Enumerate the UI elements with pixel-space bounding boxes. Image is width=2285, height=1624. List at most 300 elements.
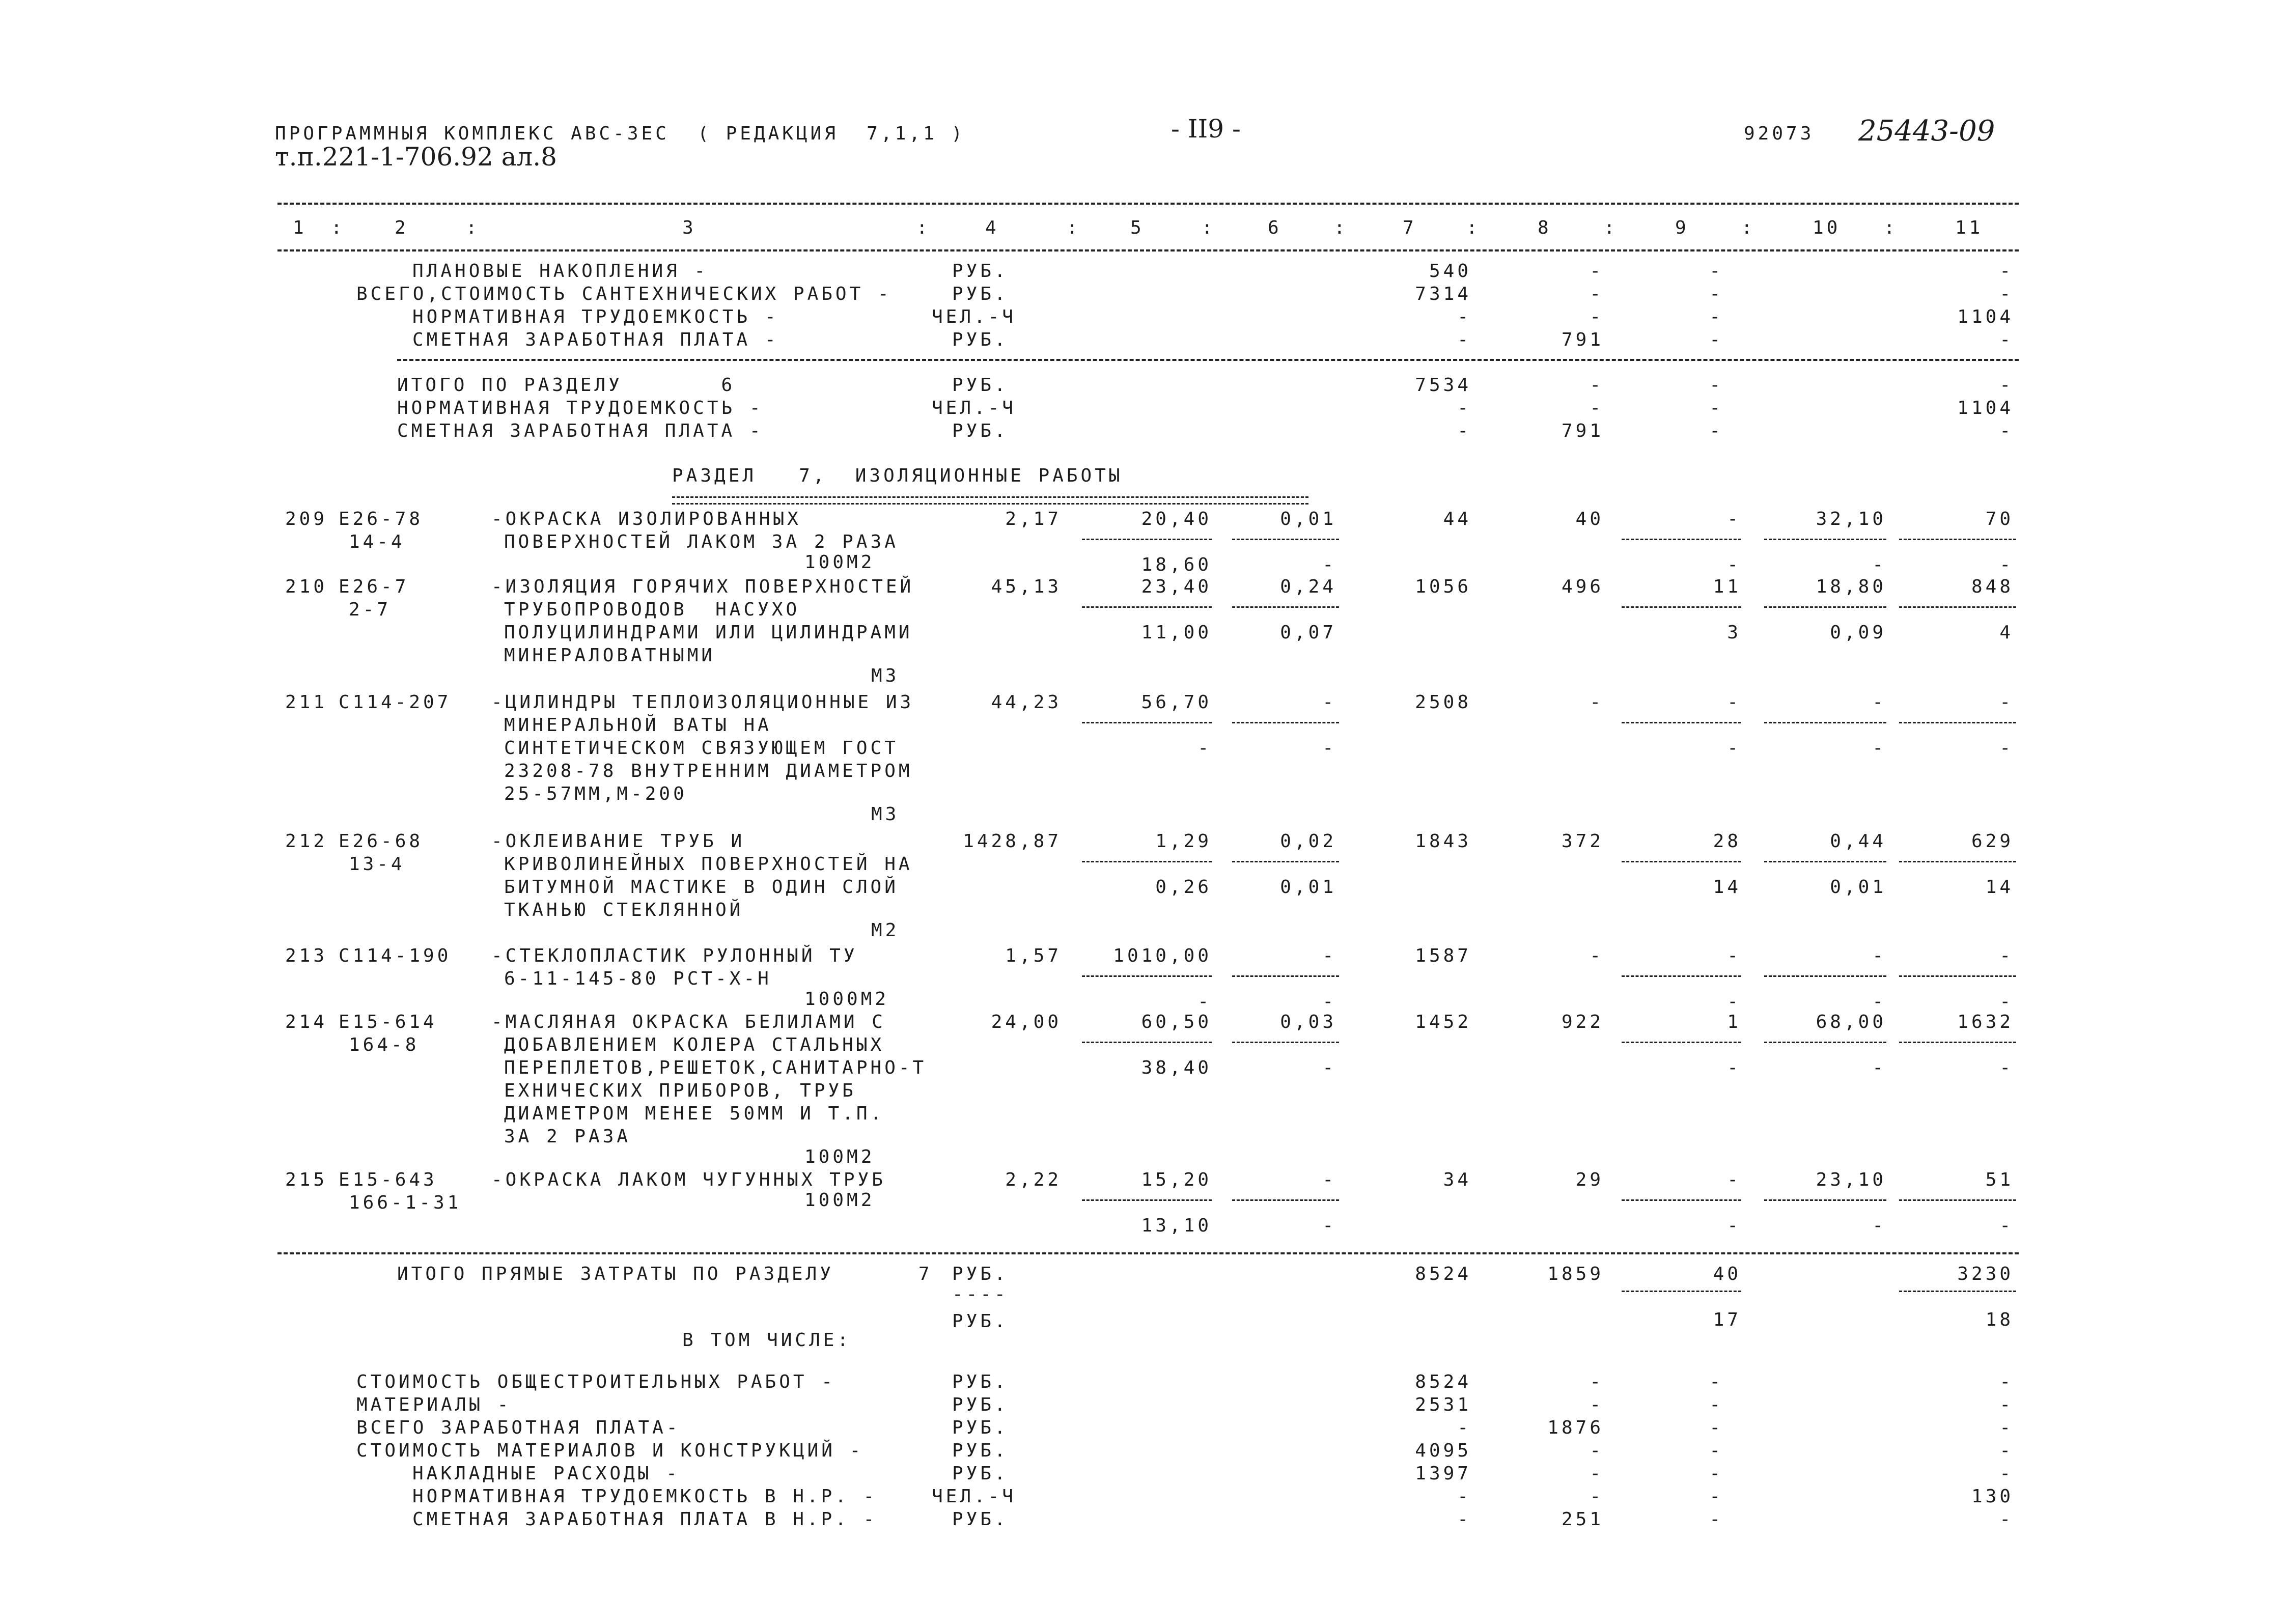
- breakdown-col8: -: [1590, 1440, 1604, 1461]
- item-description: ДОБАВЛЕНИЕМ КОЛЕРА СТАЛЬНЫХ: [504, 1034, 885, 1055]
- column-separator: :: [1741, 217, 1755, 238]
- summary-col9: -: [1709, 284, 1723, 304]
- item-unit-price: 60,50: [1141, 1012, 1212, 1032]
- direct-total-col11-sub: 18: [1985, 1309, 2014, 1330]
- breakdown-label: СТОИМОСТЬ МАТЕРИАЛОВ И КОНСТРУКЦИЙ -: [356, 1440, 864, 1461]
- item-divider: [1764, 975, 1886, 977]
- item-col10-sub: -: [1872, 738, 1886, 759]
- item-description: КРИВОЛИНЕЙНЫХ ПОВЕРХНОСТЕЙ НА: [504, 854, 913, 875]
- direct-total-col8: 1859: [1547, 1264, 1604, 1284]
- item-code: С114-207: [339, 692, 452, 713]
- item-description: МИНЕРАЛОВАТНЫМИ: [504, 645, 716, 666]
- item-number: 215: [285, 1169, 328, 1190]
- breakdown-col9: -: [1709, 1417, 1723, 1438]
- item-col6: 0,02: [1280, 831, 1336, 852]
- item-unit: 100М2: [804, 1146, 875, 1167]
- item-col11: -: [1999, 692, 2014, 713]
- summary-label: СМЕТНАЯ ЗАРАБОТНАЯ ПЛАТА -: [412, 329, 779, 350]
- item-col11-sub: -: [1999, 1057, 2014, 1078]
- item-col11-sub: 4: [1999, 622, 2014, 643]
- item-unit: М3: [871, 804, 900, 825]
- item-col8: 40: [1575, 509, 1604, 529]
- item-code-sub: 14-4: [349, 531, 405, 552]
- item-code-sub: 2-7: [349, 599, 392, 620]
- item-unit: М3: [871, 665, 900, 686]
- item-col9-sub: -: [1727, 991, 1741, 1012]
- item-unit-price: 20,40: [1141, 509, 1212, 529]
- breakdown-col11: -: [1999, 1440, 2014, 1461]
- item-col6: -: [1322, 692, 1336, 713]
- item-col9-sub: -: [1727, 554, 1741, 575]
- item-unit-price-sub: 38,40: [1141, 1057, 1212, 1078]
- summary-unit: ЧЕЛ.-Ч: [932, 306, 1017, 327]
- summary-col7: -: [1457, 329, 1471, 350]
- item-code-sub: 13-4: [349, 854, 405, 875]
- item-description: СИНТЕТИЧЕСКОМ СВЯЗУЮЩЕМ ГОСТ: [504, 738, 899, 759]
- section6-total-col7: 7534: [1415, 375, 1471, 396]
- item-code: Е26-7: [339, 576, 409, 597]
- item-col9: 11: [1713, 576, 1741, 597]
- item-col11: 70: [1985, 509, 2014, 529]
- breakdown-col7: 8524: [1415, 1371, 1471, 1392]
- item-col8: 496: [1561, 576, 1604, 597]
- column-separator: :: [466, 217, 480, 238]
- item-number: 211: [285, 692, 328, 713]
- direct-total-divider: [1622, 1291, 1741, 1292]
- breakdown-unit: РУБ.: [952, 1417, 1009, 1438]
- direct-total-col9-sub: 17: [1713, 1309, 1741, 1330]
- item-divider: [1622, 539, 1741, 540]
- handwritten-number: 25443-09: [1858, 115, 1995, 148]
- item-divider: [1899, 975, 2016, 977]
- item-unit-price-sub: -: [1197, 991, 1212, 1012]
- item-divider: [1082, 539, 1212, 540]
- item-total: 44: [1443, 509, 1471, 529]
- item-divider: [1899, 606, 2016, 608]
- section6-total-col11: -: [1999, 375, 2014, 396]
- column-separator: :: [331, 217, 345, 238]
- item-col6-sub: 0,07: [1280, 622, 1336, 643]
- breakdown-unit: РУБ.: [952, 1394, 1009, 1415]
- summary-unit: РУБ.: [952, 329, 1009, 350]
- breakdown-col11: -: [1999, 1509, 2014, 1530]
- item-number: 214: [285, 1012, 328, 1032]
- section6-total-col8: 791: [1561, 421, 1604, 441]
- item-description: -МАСЛЯНАЯ ОКРАСКА БЕЛИЛАМИ С: [491, 1012, 886, 1032]
- item-col6-sub: -: [1322, 554, 1336, 575]
- summary-col9: -: [1709, 306, 1723, 327]
- item-description: ДИАМЕТРОМ МЕНЕЕ 50ММ И Т.П.: [504, 1103, 885, 1124]
- column-header-6: 6: [1268, 217, 1282, 238]
- breakdown-col9: -: [1709, 1509, 1723, 1530]
- breakdown-col9: -: [1709, 1371, 1723, 1392]
- item-unit-price-sub: 13,10: [1141, 1215, 1212, 1236]
- item-description: -ЦИЛИНДРЫ ТЕПЛОИЗОЛЯЦИОННЫЕ ИЗ: [491, 692, 914, 713]
- item-quantity: 1,57: [1005, 945, 1062, 966]
- item-code-sub: 164-8: [349, 1034, 420, 1055]
- item-total: 1843: [1415, 831, 1471, 852]
- item-divider: [1764, 1042, 1886, 1043]
- summary-col11: -: [1999, 261, 2014, 282]
- summary-col8: 791: [1561, 329, 1604, 350]
- summary-label: НОРМАТИВНАЯ ТРУДОЕМКОСТЬ -: [412, 306, 779, 327]
- item-unit: 100М2: [804, 552, 875, 573]
- item-col9: -: [1727, 1169, 1741, 1190]
- item-divider: [1232, 539, 1339, 540]
- item-divider: [1232, 606, 1339, 608]
- document-title: т.п.221-1-706.92 ал.8: [275, 142, 557, 172]
- breakdown-label: НАКЛАДНЫЕ РАСХОДЫ -: [412, 1463, 680, 1484]
- item-col10-sub: 0,09: [1830, 622, 1886, 643]
- column-header-8: 8: [1538, 217, 1552, 238]
- item-col11: 51: [1985, 1169, 2014, 1190]
- item-col10-sub: 0,01: [1830, 877, 1886, 898]
- summary-label: ВСЕГО,СТОИМОСТЬ САНТЕХНИЧЕСКИХ РАБОТ -: [356, 284, 892, 304]
- item-divider: [1622, 975, 1741, 977]
- breakdown-unit: РУБ.: [952, 1371, 1009, 1392]
- breakdown-col9: -: [1709, 1486, 1723, 1507]
- direct-total-unit-dash: ----: [952, 1284, 1009, 1305]
- item-code: С114-190: [339, 945, 452, 966]
- item-col11-sub: -: [1999, 991, 2014, 1012]
- summary-unit: РУБ.: [952, 261, 1009, 282]
- item-description: МИНЕРАЛЬНОЙ ВАТЫ НА: [504, 715, 772, 736]
- item-col8: 372: [1561, 831, 1604, 852]
- item-divider: [1082, 861, 1212, 862]
- item-divider: [1232, 722, 1339, 723]
- summary-col7: 540: [1429, 261, 1471, 282]
- item-unit: 1000М2: [804, 989, 889, 1010]
- item-unit-price: 1,29: [1155, 831, 1212, 852]
- breakdown-col9: -: [1709, 1394, 1723, 1415]
- item-description: 6-11-145-80 РСТ-Х-Н: [504, 968, 772, 989]
- item-col6: -: [1322, 1169, 1336, 1190]
- direct-total-col7: 8524: [1415, 1264, 1471, 1284]
- column-header-10: 10: [1813, 217, 1841, 238]
- item-number: 210: [285, 576, 328, 597]
- breakdown-col9: -: [1709, 1440, 1723, 1461]
- item-description: ТКАНЬЮ СТЕКЛЯННОЙ: [504, 900, 744, 920]
- item-divider: [1082, 606, 1212, 608]
- item-unit-price-sub: 11,00: [1141, 622, 1212, 643]
- column-separator: :: [1884, 217, 1898, 238]
- item-total: 2508: [1415, 692, 1471, 713]
- header-rule-top: [277, 203, 2019, 205]
- direct-total-col11: 3230: [1957, 1264, 2014, 1284]
- summary-col8: -: [1590, 306, 1604, 327]
- item-divider: [1764, 861, 1886, 862]
- item-col8: 922: [1561, 1012, 1604, 1032]
- item-col11-sub: -: [1999, 1215, 2014, 1236]
- column-separator: :: [1202, 217, 1216, 238]
- section6-total-col9: -: [1709, 421, 1723, 441]
- breakdown-col8: 251: [1561, 1509, 1604, 1530]
- item-col11: 848: [1971, 576, 2014, 597]
- direct-total-divider: [1899, 1291, 2016, 1292]
- section6-total-col11: -: [1999, 421, 2014, 441]
- section6-total-col8: -: [1590, 398, 1604, 418]
- summary-col8: -: [1590, 284, 1604, 304]
- breakdown-col7: 4095: [1415, 1440, 1471, 1461]
- item-col10-sub: -: [1872, 1215, 1886, 1236]
- breakdown-col9: -: [1709, 1463, 1723, 1484]
- item-number: 212: [285, 831, 328, 852]
- breakdown-col11: 130: [1971, 1486, 2014, 1507]
- column-header-11: 11: [1955, 217, 1984, 238]
- item-description: -СТЕКЛОПЛАСТИК РУЛОННЫЙ ТУ: [491, 945, 858, 966]
- item-col11-sub: -: [1999, 554, 2014, 575]
- breakdown-label: СТОИМОСТЬ ОБЩЕСТРОИТЕЛЬНЫХ РАБОТ -: [356, 1371, 835, 1392]
- section6-total-col11: 1104: [1957, 398, 2014, 418]
- item-col10-sub: -: [1872, 1057, 1886, 1078]
- item-col10-sub: -: [1872, 554, 1886, 575]
- item-divider: [1232, 1042, 1339, 1043]
- breakdown-unit: РУБ.: [952, 1463, 1009, 1484]
- item-number: 213: [285, 945, 328, 966]
- item-divider: [1232, 975, 1339, 977]
- item-col9-sub: -: [1727, 738, 1741, 759]
- direct-total-label: ИТОГО ПРЯМЫЕ ЗАТРАТЫ ПО РАЗДЕЛУ 7: [397, 1264, 933, 1284]
- item-col6: 0,03: [1280, 1012, 1336, 1032]
- summary-col9: -: [1709, 329, 1723, 350]
- item-col9-sub: -: [1727, 1057, 1741, 1078]
- item-divider: [1082, 1199, 1212, 1201]
- item-description: 25-57ММ,М-200: [504, 783, 687, 804]
- item-unit-price: 23,40: [1141, 576, 1212, 597]
- breakdown-col7: 2531: [1415, 1394, 1471, 1415]
- program-header: ПРОГРАММНЫЯ КОМПЛЕКС АВС-3ЕС ( РЕДАКЦИЯ 7,1,1 ): [275, 123, 966, 144]
- item-col6: 0,01: [1280, 509, 1336, 529]
- including-heading: В ТОМ ЧИСЛЕ:: [682, 1330, 852, 1351]
- item-description: -ОКРАСКА ЛАКОМ ЧУГУННЫХ ТРУБ: [491, 1169, 886, 1190]
- item-description: 23208-78 ВНУТРЕННИМ ДИАМЕТРОМ: [504, 761, 913, 781]
- item-col11-sub: -: [1999, 738, 2014, 759]
- summary-unit: РУБ.: [952, 284, 1009, 304]
- item-description: ТРУБОПРОВОДОВ НАСУХО: [504, 599, 800, 620]
- breakdown-label: НОРМАТИВНАЯ ТРУДОЕМКОСТЬ В Н.Р. -: [412, 1486, 878, 1507]
- page-number: - II9 -: [1171, 114, 1241, 144]
- direct-total-unit: РУБ.: [952, 1264, 1009, 1284]
- item-divider: [1622, 1199, 1741, 1201]
- item-divider: [1899, 861, 2016, 862]
- breakdown-col7: 1397: [1415, 1463, 1471, 1484]
- item-total: 1587: [1415, 945, 1471, 966]
- section6-total-label: НОРМАТИВНАЯ ТРУДОЕМКОСТЬ -: [397, 398, 764, 418]
- breakdown-label: ВСЕГО ЗАРАБОТНАЯ ПЛАТА-: [356, 1417, 681, 1438]
- item-col9-sub: 14: [1713, 877, 1741, 898]
- item-unit: 100М2: [804, 1190, 875, 1211]
- section6-total-col7: -: [1457, 421, 1471, 441]
- item-col10: 18,80: [1816, 576, 1886, 597]
- column-header-7: 7: [1403, 217, 1417, 238]
- section6-total-unit: ЧЕЛ.-Ч: [932, 398, 1017, 418]
- section-title: РАЗДЕЛ 7, ИЗОЛЯЦИОННЫЕ РАБОТЫ: [672, 465, 1123, 486]
- item-unit-price: 1010,00: [1113, 945, 1212, 966]
- item-col9: -: [1727, 945, 1741, 966]
- item-divider: [1764, 539, 1886, 540]
- item-description: ЕХНИЧЕСКИХ ПРИБОРОВ, ТРУБ: [504, 1080, 856, 1101]
- section6-total-label: СМЕТНАЯ ЗАРАБОТНАЯ ПЛАТА -: [397, 421, 764, 441]
- section6-total-unit: РУБ.: [952, 421, 1009, 441]
- item-divider: [1622, 606, 1741, 608]
- item-quantity: 44,23: [991, 692, 1062, 713]
- item-divider: [1764, 1199, 1886, 1201]
- breakdown-label: СМЕТНАЯ ЗАРАБОТНАЯ ПЛАТА В Н.Р. -: [412, 1509, 878, 1530]
- item-unit-price-sub: -: [1197, 738, 1212, 759]
- item-col10: -: [1872, 945, 1886, 966]
- header-rule-bottom: [277, 249, 2019, 251]
- summary-col8: -: [1590, 261, 1604, 282]
- item-col6-sub: -: [1322, 991, 1336, 1012]
- item-unit: М2: [871, 920, 900, 941]
- item-divider: [1764, 606, 1886, 608]
- item-quantity: 2,22: [1005, 1169, 1062, 1190]
- item-col9: 1: [1727, 1012, 1741, 1032]
- item-quantity: 2,17: [1005, 509, 1062, 529]
- item-divider: [1764, 722, 1886, 723]
- item-col10: 23,10: [1816, 1169, 1886, 1190]
- item-description: -ОКЛЕИВАНИЕ ТРУБ И: [491, 831, 745, 852]
- item-col6: -: [1322, 945, 1336, 966]
- item-code: Е15-643: [339, 1169, 437, 1190]
- item-description: БИТУМНОЙ МАСТИКЕ В ОДИН СЛОЙ: [504, 877, 899, 898]
- item-col8: -: [1590, 692, 1604, 713]
- item-col9: -: [1727, 692, 1741, 713]
- item-divider: [1899, 1199, 2016, 1201]
- column-separator: :: [1067, 217, 1081, 238]
- breakdown-unit: РУБ.: [952, 1509, 1009, 1530]
- column-separator: :: [1334, 217, 1348, 238]
- item-divider: [1082, 1042, 1212, 1043]
- item-description: ПЕРЕПЛЕТОВ,РЕШЕТОК,САНИТАРНО-Т: [504, 1057, 927, 1078]
- section6-total-col9: -: [1709, 375, 1723, 396]
- column-header-4: 4: [985, 217, 999, 238]
- document-code: 92073: [1744, 123, 1815, 144]
- column-header-9: 9: [1675, 217, 1689, 238]
- column-header-5: 5: [1130, 217, 1145, 238]
- section6-total-col8: -: [1590, 375, 1604, 396]
- item-code: Е26-78: [339, 509, 424, 529]
- summary-col11: -: [1999, 284, 2014, 304]
- breakdown-col7: -: [1457, 1509, 1471, 1530]
- summary-col11: 1104: [1957, 306, 2014, 327]
- item-description: ПОВЕРХНОСТЕЙ ЛАКОМ ЗА 2 РАЗА: [504, 531, 899, 552]
- item-description: -ОКРАСКА ИЗОЛИРОВАННЫХ: [491, 509, 801, 529]
- section6-total-unit: РУБ.: [952, 375, 1009, 396]
- breakdown-col11: -: [1999, 1394, 2014, 1415]
- column-header-3: 3: [682, 217, 696, 238]
- section6-total-col9: -: [1709, 398, 1723, 418]
- item-description: -ИЗОЛЯЦИЯ ГОРЯЧИХ ПОВЕРХНОСТЕЙ: [491, 576, 914, 597]
- item-divider: [1899, 722, 2016, 723]
- direct-total-unit2: РУБ.: [952, 1311, 1009, 1332]
- breakdown-unit: ЧЕЛ.-Ч: [932, 1486, 1017, 1507]
- item-divider: [1082, 975, 1212, 977]
- item-total: 34: [1443, 1169, 1471, 1190]
- total-rule: [277, 1252, 2019, 1254]
- breakdown-col8: -: [1590, 1394, 1604, 1415]
- item-col8: 29: [1575, 1169, 1604, 1190]
- item-divider: [1232, 1199, 1339, 1201]
- item-total: 1452: [1415, 1012, 1471, 1032]
- breakdown-col8: -: [1590, 1486, 1604, 1507]
- breakdown-col11: -: [1999, 1371, 2014, 1392]
- item-col10: 0,44: [1830, 831, 1886, 852]
- item-quantity: 1428,87: [963, 831, 1062, 852]
- summary-col7: 7314: [1415, 284, 1471, 304]
- item-divider: [1622, 722, 1741, 723]
- item-col9-sub: 3: [1727, 622, 1741, 643]
- section6-total-label: ИТОГО ПО РАЗДЕЛУ 6: [397, 375, 736, 396]
- breakdown-col7: -: [1457, 1417, 1471, 1438]
- item-unit-price: 15,20: [1141, 1169, 1212, 1190]
- direct-total-col9: 40: [1713, 1264, 1741, 1284]
- item-col11-sub: 14: [1985, 877, 2014, 898]
- column-header-1: 1: [293, 217, 307, 238]
- breakdown-col8: -: [1590, 1463, 1604, 1484]
- column-separator: :: [916, 217, 931, 238]
- item-quantity: 45,13: [991, 576, 1062, 597]
- item-number: 209: [285, 509, 328, 529]
- breakdown-unit: РУБ.: [952, 1440, 1009, 1461]
- item-col6: 0,24: [1280, 576, 1336, 597]
- item-col9: 28: [1713, 831, 1741, 852]
- section-title-underline: [672, 496, 1308, 505]
- item-col6-sub: -: [1322, 738, 1336, 759]
- item-col8: -: [1590, 945, 1604, 966]
- item-col10: 32,10: [1816, 509, 1886, 529]
- item-code-sub: 166-1-31: [349, 1192, 462, 1213]
- section6-total-col7: -: [1457, 398, 1471, 418]
- summary-col11: -: [1999, 329, 2014, 350]
- item-divider: [1082, 722, 1212, 723]
- item-col11: 1632: [1957, 1012, 2014, 1032]
- item-col11: 629: [1971, 831, 2014, 852]
- section6-rule: [397, 359, 2019, 361]
- item-col6-sub: 0,01: [1280, 877, 1336, 898]
- item-description: ПОЛУЦИЛИНДРАМИ ИЛИ ЦИЛИНДРАМИ: [504, 622, 913, 643]
- summary-label: ПЛАНОВЫЕ НАКОПЛЕНИЯ -: [412, 261, 709, 282]
- item-divider: [1622, 1042, 1741, 1043]
- item-col10: -: [1872, 692, 1886, 713]
- item-unit-price-sub: 0,26: [1155, 877, 1212, 898]
- item-col10-sub: -: [1872, 991, 1886, 1012]
- item-divider: [1232, 861, 1339, 862]
- breakdown-col11: -: [1999, 1463, 2014, 1484]
- item-col11: -: [1999, 945, 2014, 966]
- item-col9: -: [1727, 509, 1741, 529]
- summary-col9: -: [1709, 261, 1723, 282]
- item-col6-sub: -: [1322, 1215, 1336, 1236]
- item-col9-sub: -: [1727, 1215, 1741, 1236]
- item-code: Е26-68: [339, 831, 424, 852]
- summary-col7: -: [1457, 306, 1471, 327]
- item-total: 1056: [1415, 576, 1471, 597]
- item-unit-price-sub: 18,60: [1141, 554, 1212, 575]
- column-separator: :: [1604, 217, 1618, 238]
- item-unit-price: 56,70: [1141, 692, 1212, 713]
- item-col6-sub: -: [1322, 1057, 1336, 1078]
- breakdown-col11: -: [1999, 1417, 2014, 1438]
- item-col10: 68,00: [1816, 1012, 1886, 1032]
- breakdown-col7: -: [1457, 1486, 1471, 1507]
- item-divider: [1899, 1042, 2016, 1043]
- column-header-2: 2: [395, 217, 409, 238]
- item-description: ЗА 2 РАЗА: [504, 1126, 631, 1147]
- column-separator: :: [1466, 217, 1481, 238]
- item-divider: [1622, 861, 1741, 862]
- item-divider: [1899, 539, 2016, 540]
